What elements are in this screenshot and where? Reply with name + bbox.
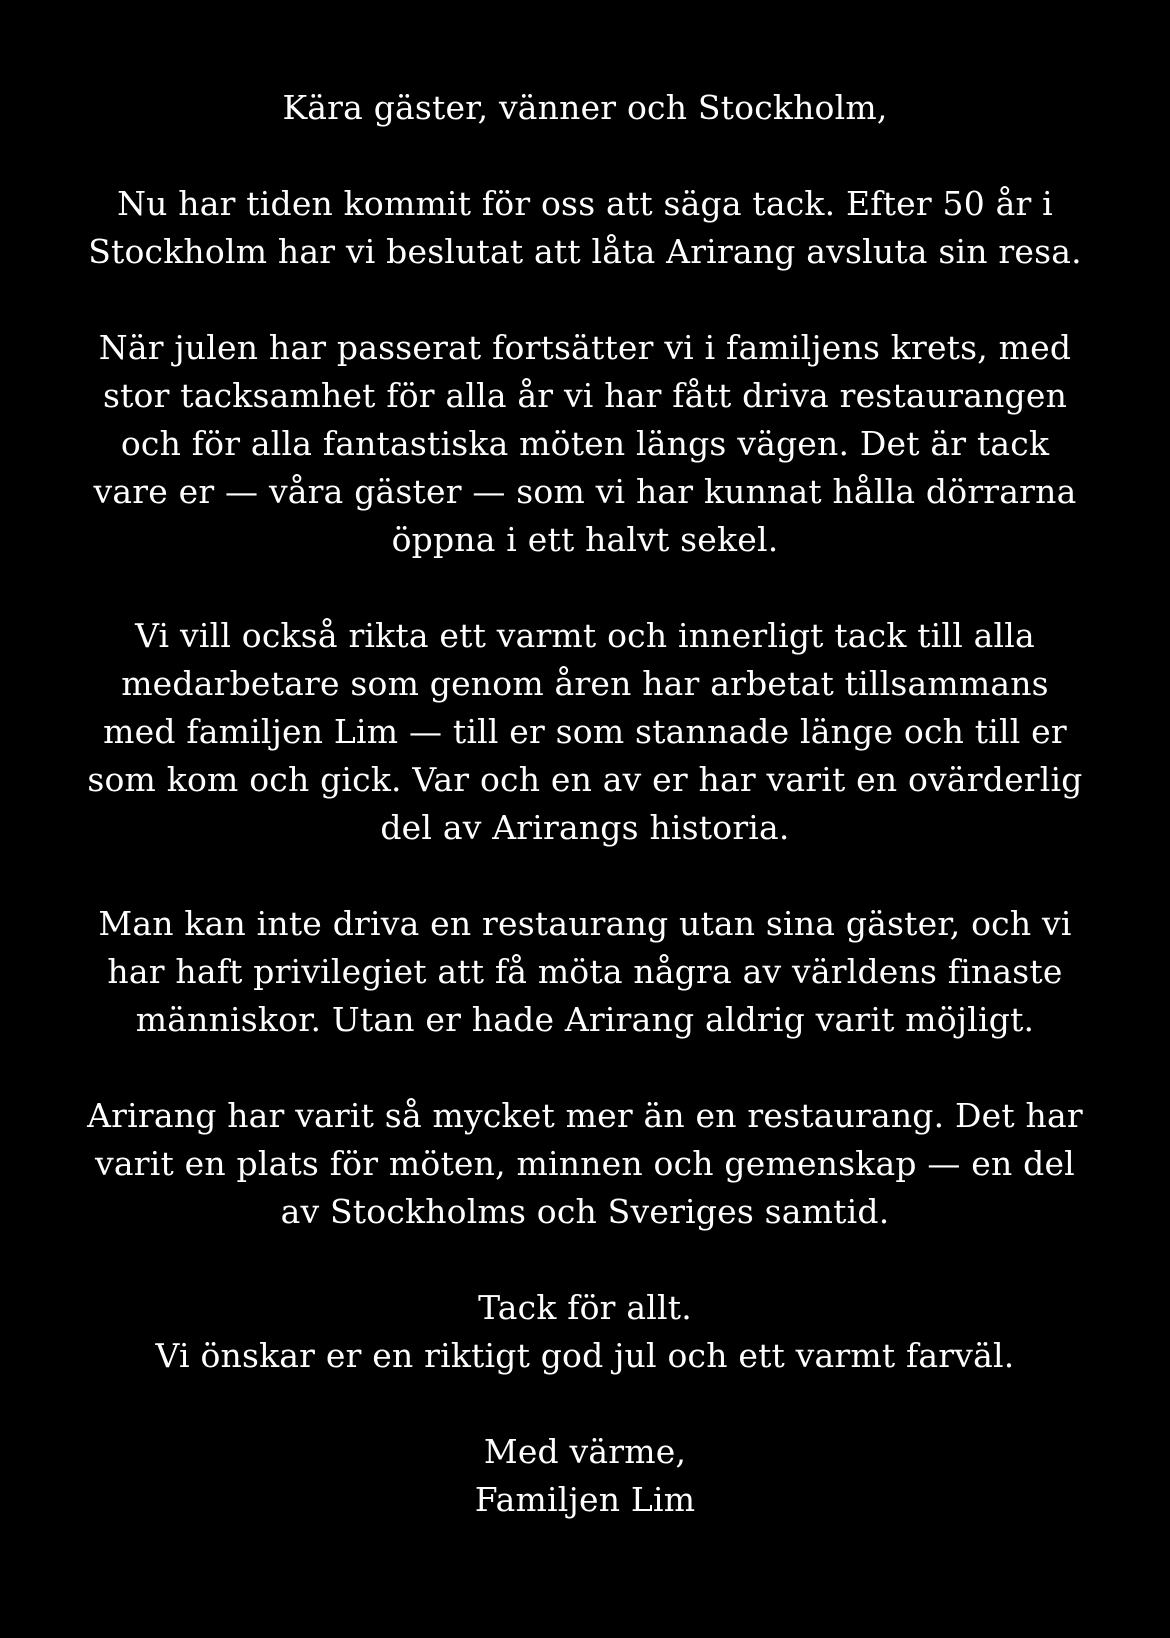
greeting	[40, 84, 1130, 132]
text-line: del av Arirangs historia.	[380, 808, 790, 847]
text-line: Man kan inte driva en restaurang utan sina gäster, och vi	[98, 904, 1072, 943]
text-line: stor tacksamhet för alla år vi har fått driva restaurangen	[102, 376, 1068, 415]
text-line: av Stockholms och Sveriges samtid.	[280, 1192, 890, 1231]
signature	[40, 1428, 1130, 1524]
text-line: öppna i ett halvt sekel.	[391, 520, 779, 559]
text-line: vare er — våra gäster — som vi har kunnat hålla dörrarna	[93, 472, 1077, 511]
paragraph-staff-thanks	[40, 612, 1130, 852]
paragraph-thanks-50-years	[40, 180, 1130, 276]
text-line: medarbetare som genom åren har arbetat tillsammans	[121, 664, 1049, 703]
paragraph-more-than-restaurant	[40, 1092, 1130, 1236]
text-line: Arirang har varit så mycket mer än en restaurang. Det har	[87, 1096, 1083, 1135]
paragraph-guests	[40, 900, 1130, 1044]
paragraph-after-christmas	[40, 324, 1130, 564]
text-line: Nu har tiden kommit för oss att säga tack. Efter 50 år i	[117, 184, 1053, 223]
paragraph-farewell	[40, 1284, 1130, 1380]
text-line: som kom och gick. Var och en av er har varit en ovärderlig	[87, 760, 1083, 799]
text-line: När julen har passerat fortsätter vi i familjens krets, med	[98, 328, 1072, 367]
closing-line: Med värme,	[483, 1432, 687, 1471]
text-line: med familjen Lim — till er som stannade länge och till er	[103, 712, 1067, 751]
text-line: Vi vill också rikta ett varmt och innerligt tack till alla	[135, 616, 1035, 655]
text-line: har haft privilegiet att få möta några av världens finaste	[107, 952, 1063, 991]
text-line: människor. Utan er hade Arirang aldrig varit möjligt.	[135, 1000, 1035, 1039]
signature-name: Familjen Lim	[474, 1480, 696, 1519]
greeting-line: Kära gäster, vänner och Stockholm,	[282, 88, 888, 127]
text-line: varit en plats för möten, minnen och gemenskap — en del	[95, 1144, 1075, 1183]
text-line: Stockholm har vi beslutat att låta Arirang avsluta sin resa.	[88, 232, 1082, 271]
text-line: Tack för allt.	[478, 1288, 692, 1327]
text-line: Vi önskar er en riktigt god jul och ett varmt farväl.	[155, 1336, 1015, 1375]
text-line: och för alla fantastiska möten längs vägen. Det är tack	[120, 424, 1050, 463]
